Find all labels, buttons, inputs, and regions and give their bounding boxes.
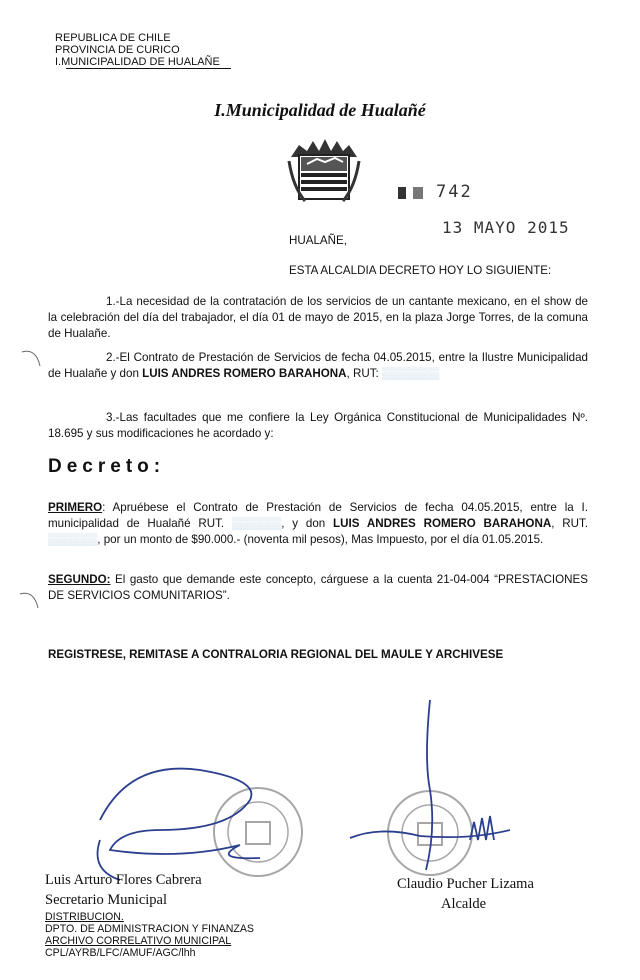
- decree-date: 13 MAYO 2015: [442, 218, 570, 237]
- place-label: HUALAÑE,: [289, 234, 347, 247]
- distribution-heading: DISTRIBUCION.: [45, 911, 124, 923]
- contractor-name: LUIS ANDRES ROMERO BARAHONA: [333, 517, 552, 530]
- redacted-rut: ▒▒▒▒▒▒: [48, 533, 98, 546]
- alcalde-name: Claudio Pucher Lizama: [397, 876, 534, 892]
- distribution-line-3: CPL/AYRB/LFC/AMUF/AGC/lhh: [45, 947, 196, 959]
- considerando-1: 1.-La necesidad de la contratación de los servicios de un cantante mexicano, en el show de la celebración del día del trabajador, el día 01 de mayo de 2015, en la plaza Jorge Torres, de la comuna de Hualañe.: [48, 295, 588, 340]
- closing-line: REGISTRESE, REMITASE A CONTRALORIA REGIONAL DEL MAULE Y ARCHIVESE: [48, 648, 504, 661]
- stamp-mark: [413, 187, 423, 199]
- header-line-municipalidad: I.MUNICIPALIDAD DE HUALAÑE: [55, 56, 220, 68]
- punch-mark: [22, 351, 40, 366]
- secretario-title: Secretario Municipal: [45, 892, 167, 908]
- redacted-rut: ▒▒▒▒▒▒: [231, 517, 282, 530]
- stamp-mark: [398, 187, 406, 199]
- coat-of-arms-icon: [289, 139, 359, 201]
- distribution-line-2: ARCHIVO CORRELATIVO MUNICIPAL: [45, 935, 232, 947]
- considerando-3: 3.-Las facultades que me confiere la Ley Orgánica Constitucional de Municipalidades Nº. 18.695 y sus modificaciones he acordado y:: [48, 411, 588, 440]
- document-title: I.Municipalidad de Hualañé: [214, 100, 426, 120]
- secretario-name: Luis Arturo Flores Cabrera: [45, 872, 202, 888]
- decree-number: 742: [436, 182, 473, 202]
- punch-mark: [20, 593, 38, 608]
- secretario-signature: [98, 769, 261, 880]
- alcalde-title: Alcalde: [441, 896, 487, 912]
- header-line-republica: REPUBLICA DE CHILE: [55, 32, 171, 44]
- article-segundo: SEGUNDO: El gasto que demande este concepto, cárguese a la cuenta 21-04-004 “PRESTACIONES DE SERVICIOS COMUNITARIOS”.: [48, 573, 588, 602]
- alcalde-signature: [350, 700, 510, 870]
- redacted-rut: ▒▒▒▒▒▒▒: [381, 367, 440, 380]
- header-line-provincia: PROVINCIA DE CURICO: [55, 44, 180, 56]
- article-primero: PRIMERO: Apruébese el Contrato de Prestación de Servicios de fecha 04.05.2015, entre la I. municipalidad de Hualañé RUT. ▒▒▒▒▒▒, y don LUIS ANDRES ROMERO BARAHONA, RUT. ▒▒▒▒▒▒, por un monto de $90.000.- (noventa mil pesos), Mas Impuesto, por el día 01.05.2015.: [48, 501, 588, 546]
- decreto-heading: Decreto:: [48, 456, 166, 477]
- intro-line: ESTA ALCALDIA DECRETO HOY LO SIGUIENTE:: [289, 264, 552, 277]
- considerando-2: 2.-El Contrato de Prestación de Servicios de fecha 04.05.2015, entre la Ilustre Municipalidad de Hualañe y don LUIS ANDRES ROMERO BARAHONA, RUT: ▒▒▒▒▒▒▒: [48, 351, 588, 380]
- municipal-seal-icon: [214, 788, 302, 876]
- contractor-name: LUIS ANDRES ROMERO BARAHONA: [142, 367, 347, 380]
- distribution-line-1: DPTO. DE ADMINISTRACION Y FINANZAS: [45, 923, 254, 935]
